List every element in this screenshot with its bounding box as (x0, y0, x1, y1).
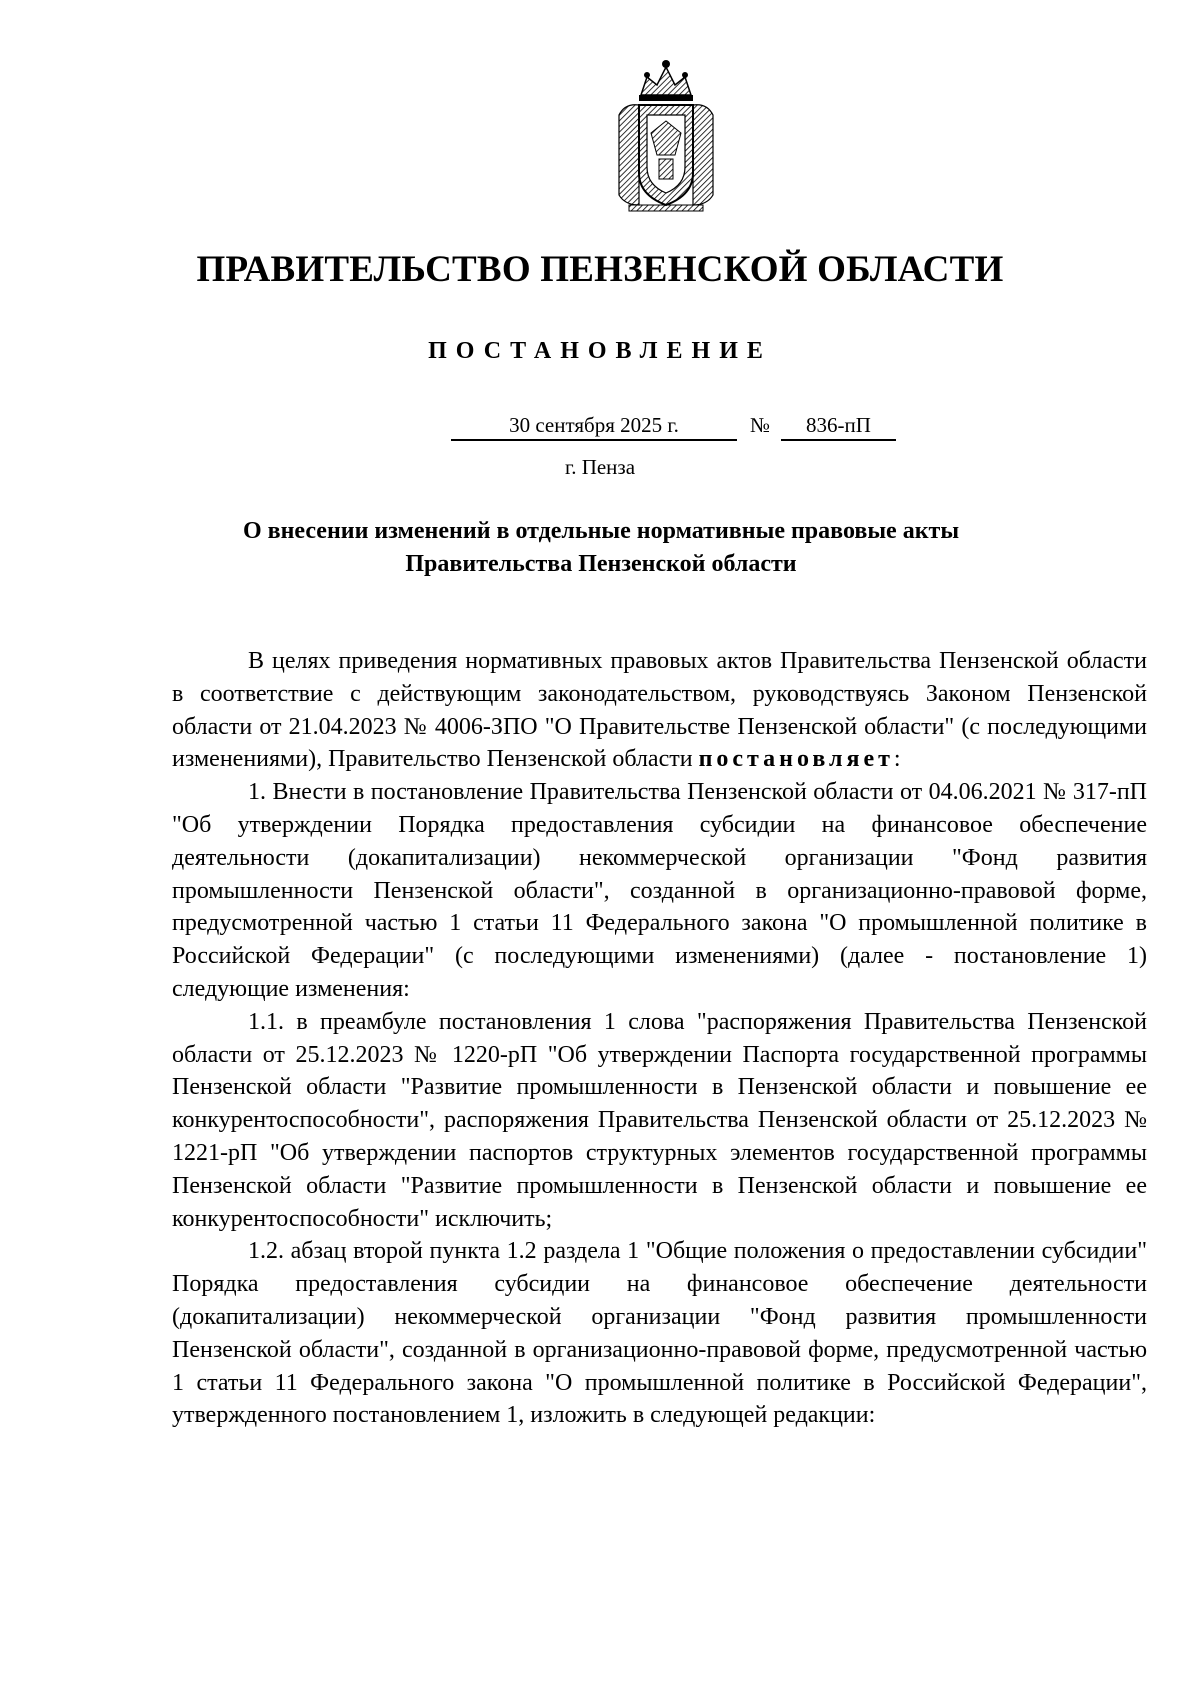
document-body (172, 645, 1147, 1432)
item-1-1-paragraph: 1.1. в преамбуле постановления 1 слова "распоряжения Правительства Пензенской области от 25.12.2023 № 1220-рП "Об утверждении Паспорта государственной программы Пензенской области "Развитие промышленности в Пензенской области и повышение ее конкурентоспособности", распоряжения Правительства Пензенской области от 25.12.2023 № 1221-рП "Об утверждении паспортов структурных элементов государственной программы Пензенской области "Развитие промышленности в Пензенской области и повышение ее конкурентоспособности" исключить; (172, 1008, 1147, 1232)
government-title: ПРАВИТЕЛЬСТВО ПЕНЗЕНСКОЙ ОБЛАСТИ (196, 249, 1004, 290)
document-number: 836-пП (781, 412, 896, 441)
subject-line-1: О внесении изменений в отдельные нормативные правовые акты (242, 518, 960, 544)
document-subject (170, 515, 1032, 581)
item-1-paragraph: 1. Внести в постановление Правительства Пензенской области от 04.06.2021 № 317-пП "Об утверждении Порядка предоставления субсидии на финансовое обеспечение деятельности (докапитализации) некоммерческой организации "Фонд развития промышленности Пензенской области", созданной в организационно-правовой форме, предусмотренной частью 1 статьи 11 Федерального закона "О промышленной политике в Российской Федерации" (с последующими изменениями) (далее - постановление 1) следующие изменения: (172, 779, 1147, 1002)
resolves-word: постановляет (698, 746, 894, 773)
preamble-text: В целях приведения нормативных правовых актов Правительства Пензенской области в соответствие с действующим законодательством, руководствуясь Законом Пензенской области от 21.04.2023 № 4006-ЗПО "О Правительстве Пензенской области" (с последующими изменениями), Правительство Пензенской области (172, 648, 1147, 773)
document-date-number-line (0, 412, 1200, 442)
coat-of-arms-emblem (611, 55, 721, 215)
document-city: г. Пенза (564, 455, 636, 479)
preamble-paragraph (172, 645, 1147, 776)
document-type: ПОСТАНОВЛЕНИЕ (428, 338, 772, 364)
item-1-2-paragraph: 1.2. абзац второй пункта 1.2 раздела 1 "Общие положения о предоставлении субсидии" Порядка предоставления субсидии на финансовое обеспечение деятельности (докапитализации) некоммерческой организации "Фонд развития промышленности Пензенской области", созданной в организационно-правовой форме, предусмотренной частью 1 статьи 11 Федерального закона "О промышленной политике в Российской Федерации", утвержденного постановлением 1, изложить в следующей редакции: (172, 1238, 1147, 1429)
number-sign: № (749, 413, 771, 437)
resolves-colon: : (893, 746, 901, 773)
subject-line-2: Правительства Пензенской области (405, 551, 797, 577)
document-date: 30 сентября 2025 г. (451, 412, 737, 441)
